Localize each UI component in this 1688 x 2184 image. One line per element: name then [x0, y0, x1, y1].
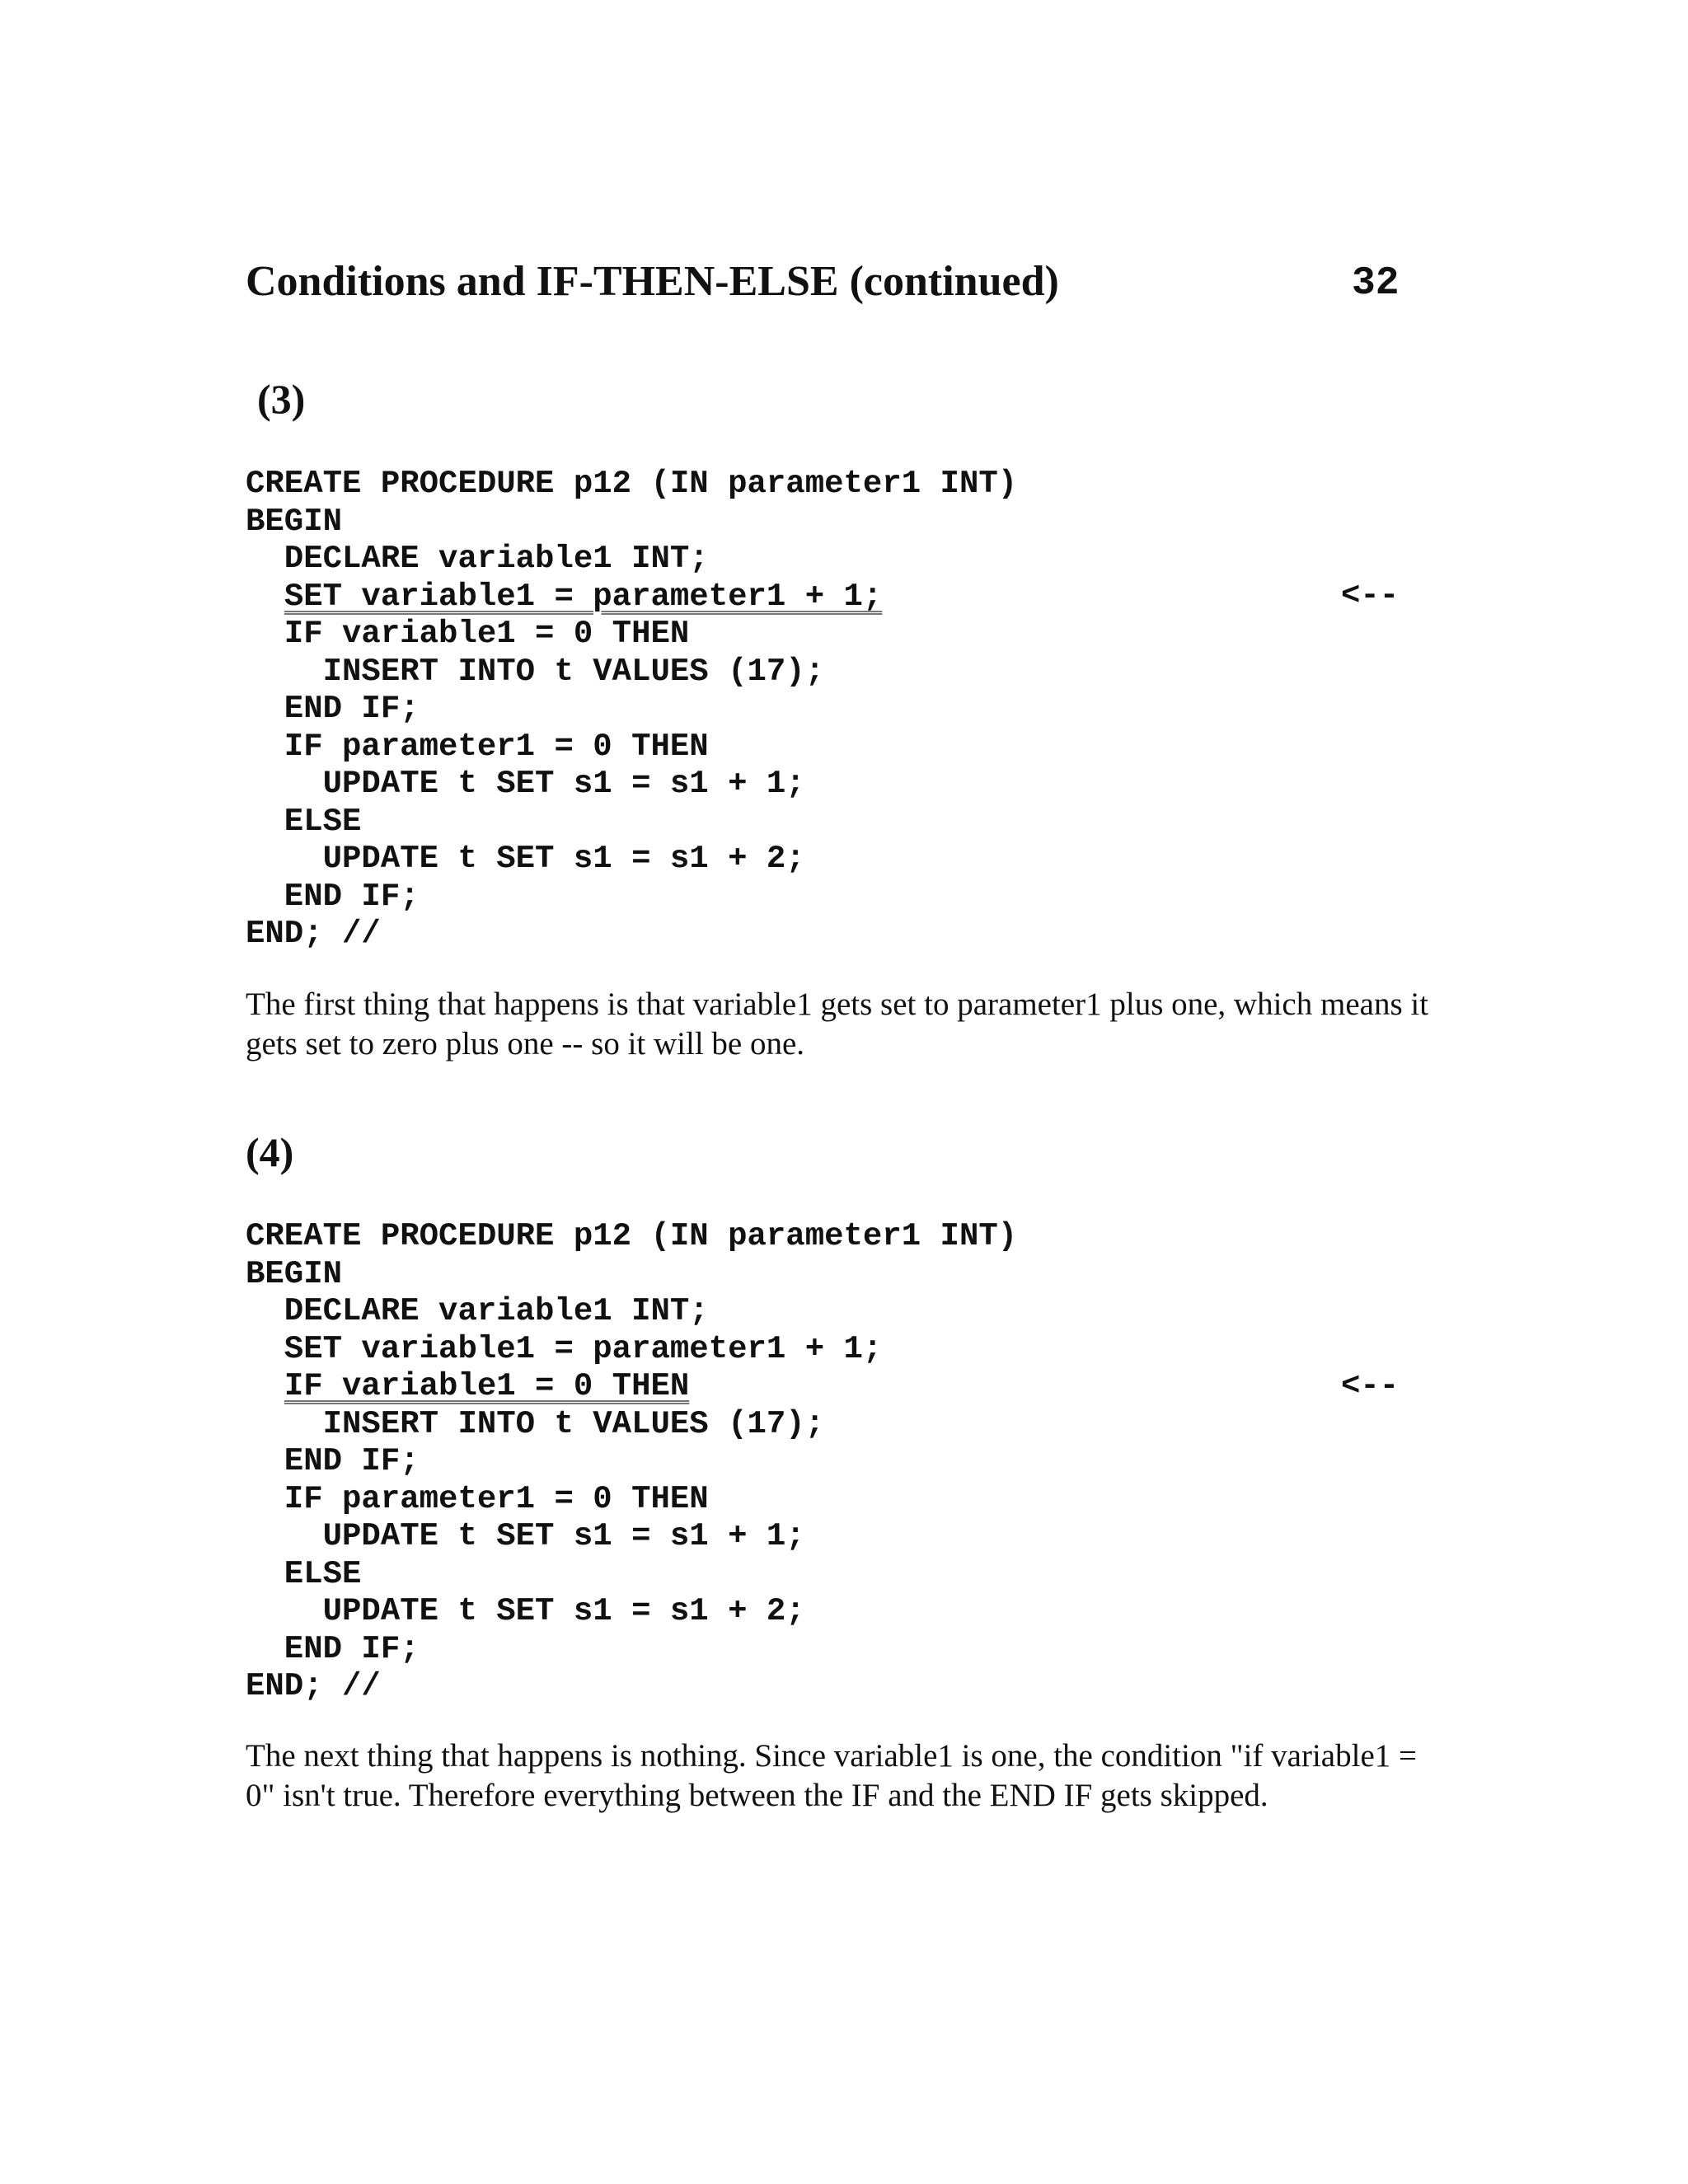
- code-line: ELSE: [246, 803, 362, 840]
- code-line: BEGIN: [246, 1255, 343, 1292]
- code-block-4: [246, 1218, 1017, 1706]
- code-line: END IF;: [246, 691, 420, 727]
- code-line: END IF;: [246, 1630, 420, 1667]
- page-number: 32: [1352, 261, 1400, 306]
- code-line: END; //: [246, 916, 381, 952]
- highlighted-code-text: SET variable1 = parameter1 + 1;: [284, 578, 883, 615]
- code-line: END IF;: [246, 1443, 420, 1479]
- code-line: CREATE PROCEDURE p12 (IN parameter1 INT): [246, 466, 1018, 502]
- code-line: IF variable1 = 0 THEN: [246, 616, 690, 652]
- code-line: UPDATE t SET s1 = s1 + 1;: [246, 1518, 805, 1554]
- explanation-paragraph-3: The first thing that happens is that variable1 gets set to parameter1 plus one, which means it gets set to zero plus one -- so it will be one.: [246, 987, 1429, 1062]
- section-label-3: (3): [257, 376, 306, 422]
- code-line: DECLARE variable1 INT;: [246, 541, 709, 577]
- code-block-3: [246, 466, 1017, 954]
- pointer-arrow-3: <--: [1341, 578, 1400, 614]
- code-line: UPDATE t SET s1 = s1 + 2;: [246, 841, 805, 877]
- code-line: INSERT INTO t VALUES (17);: [246, 1405, 825, 1442]
- highlighted-code-line: [246, 1368, 1017, 1406]
- code-indent: [246, 579, 284, 615]
- pointer-arrow-4: <--: [1341, 1368, 1400, 1404]
- code-line: INSERT INTO t VALUES (17);: [246, 653, 825, 690]
- code-line: CREATE PROCEDURE p12 (IN parameter1 INT): [246, 1218, 1018, 1254]
- section-label-4: (4): [246, 1129, 294, 1175]
- code-line: ELSE: [246, 1555, 362, 1592]
- code-line: UPDATE t SET s1 = s1 + 2;: [246, 1593, 805, 1629]
- code-line: END; //: [246, 1668, 381, 1704]
- highlighted-code-text: IF variable1 = 0 THEN: [284, 1368, 690, 1404]
- code-line: SET variable1 = parameter1 + 1;: [246, 1330, 883, 1367]
- code-line: DECLARE variable1 INT;: [246, 1293, 709, 1329]
- page-title: Conditions and IF-THEN-ELSE (continued): [246, 258, 1059, 305]
- code-line: BEGIN: [246, 503, 343, 540]
- highlighted-code-line: [246, 579, 1017, 616]
- code-line: IF parameter1 = 0 THEN: [246, 728, 709, 765]
- explanation-paragraph-4: The next thing that happens is nothing. Since variable1 is one, the condition "if variable1 = 0" isn't true. Therefore everything between the IF and the END IF gets skipped.: [246, 1738, 1418, 1813]
- code-line: END IF;: [246, 878, 420, 915]
- code-line: IF parameter1 = 0 THEN: [246, 1480, 709, 1517]
- code-indent: [246, 1368, 284, 1404]
- code-line: UPDATE t SET s1 = s1 + 1;: [246, 766, 805, 802]
